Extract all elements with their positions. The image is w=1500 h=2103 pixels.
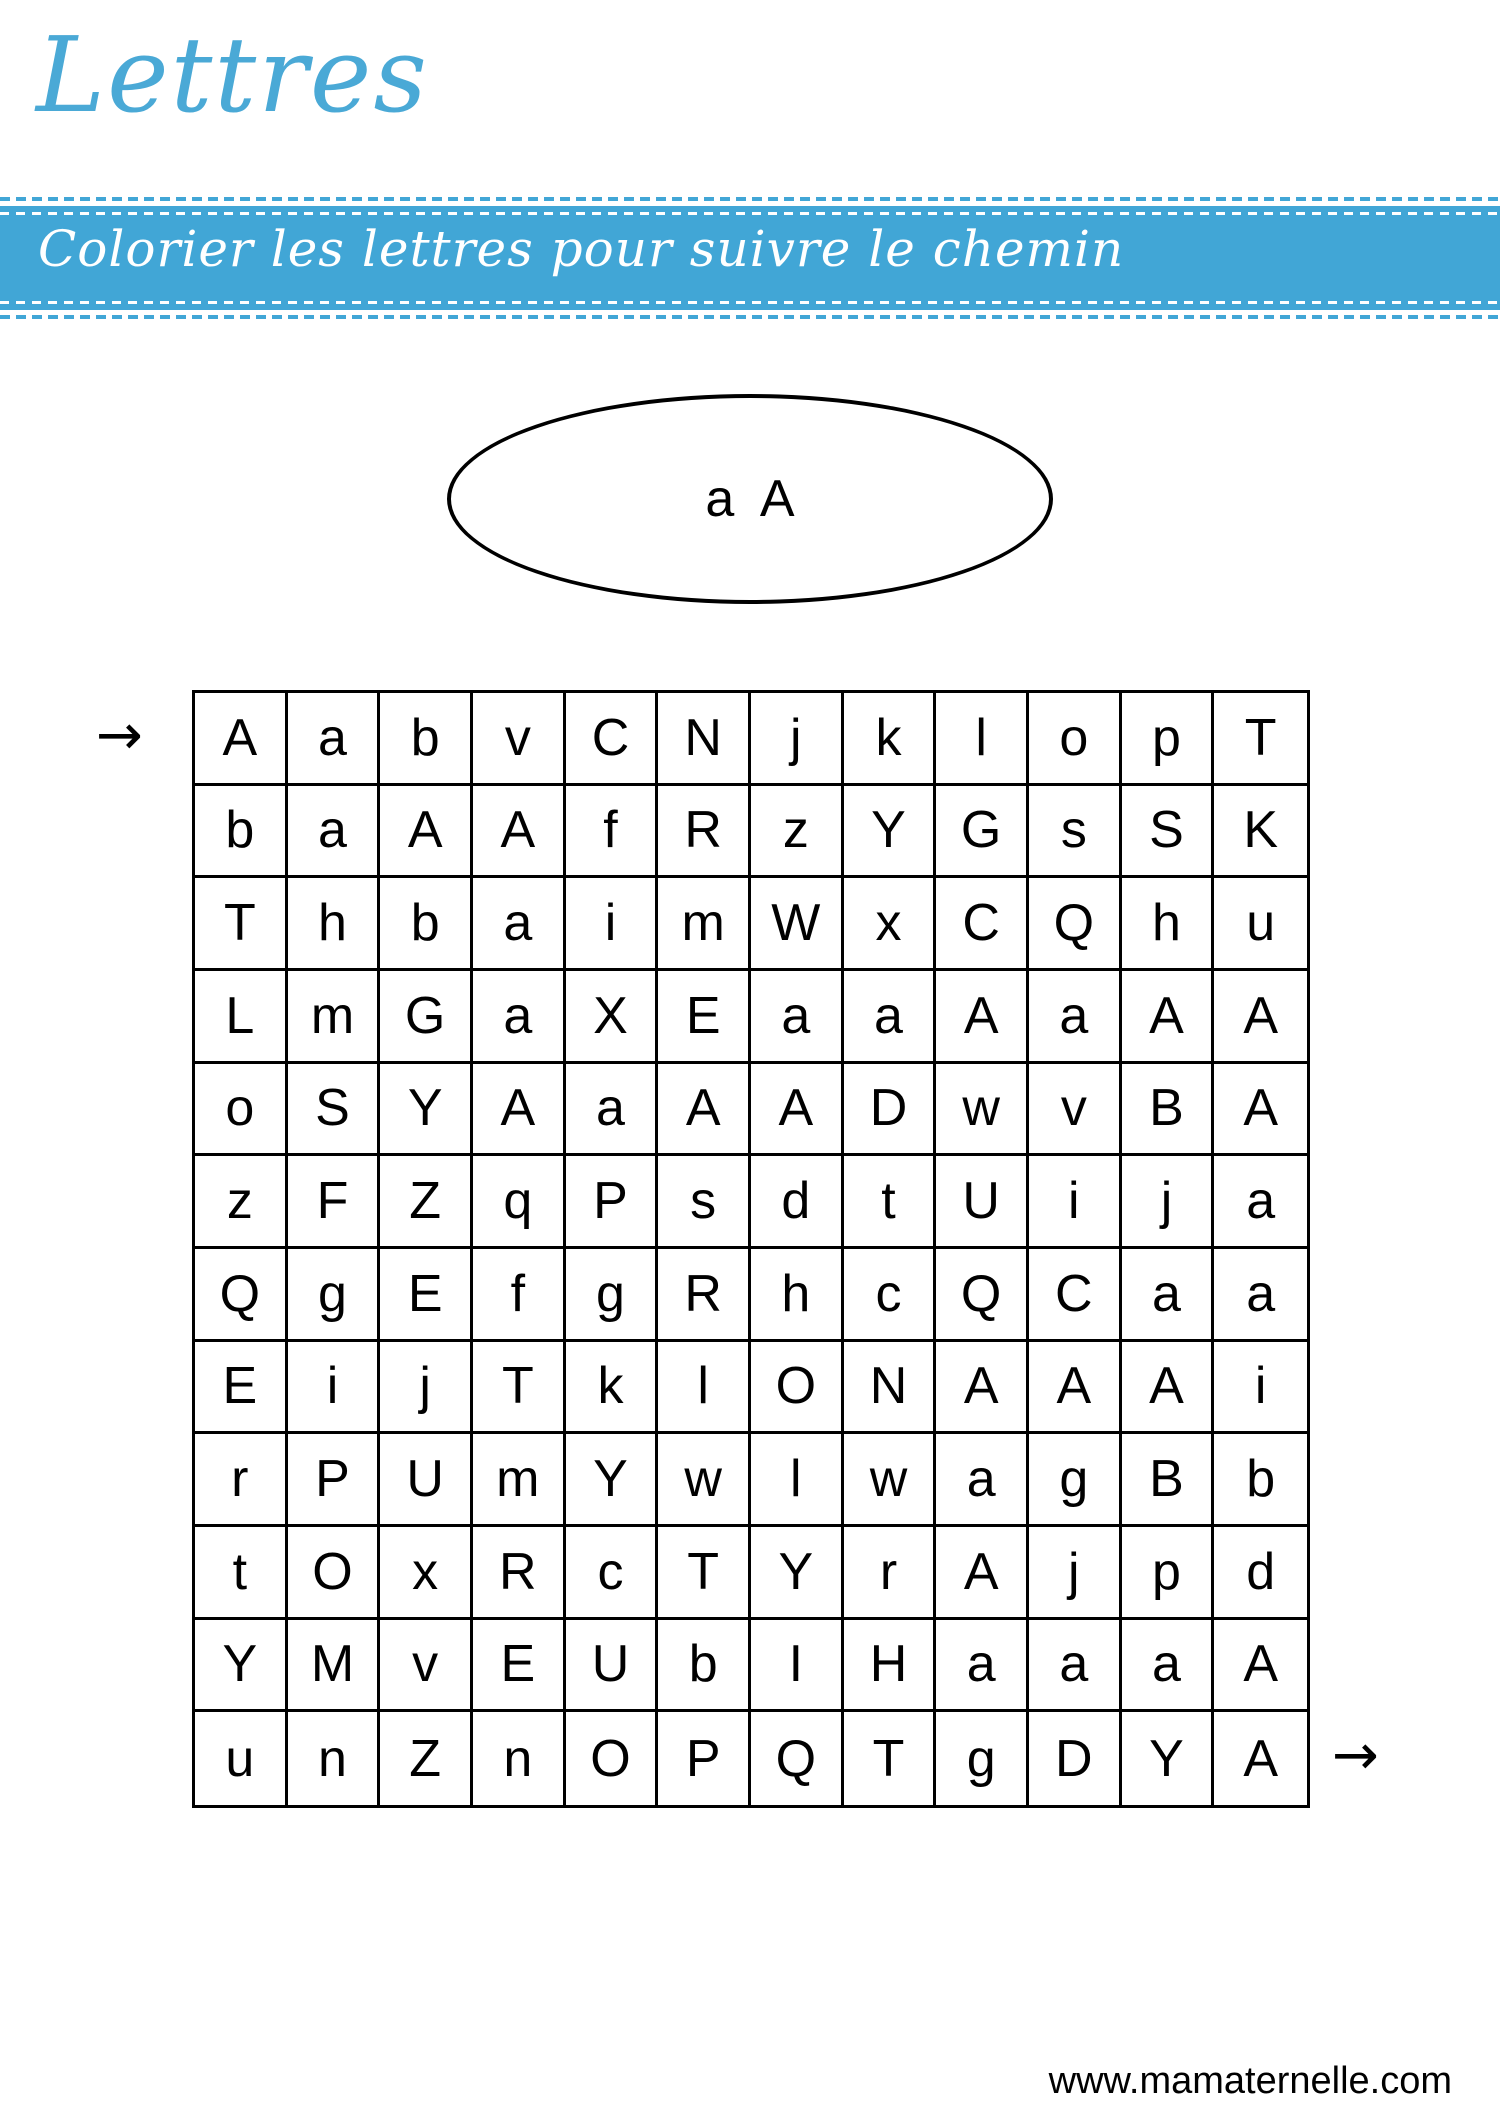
- grid-cell[interactable]: a: [844, 971, 937, 1064]
- instruction-banner: [0, 206, 1500, 310]
- grid-cell[interactable]: g: [566, 1249, 659, 1342]
- grid-cell[interactable]: u: [195, 1712, 288, 1805]
- grid-cell[interactable]: v: [1029, 1064, 1122, 1157]
- grid-cell[interactable]: A: [473, 786, 566, 879]
- grid-cell[interactable]: P: [288, 1434, 381, 1527]
- grid-cell[interactable]: S: [1122, 786, 1215, 879]
- grid-cell[interactable]: j: [380, 1342, 473, 1435]
- grid-cell[interactable]: C: [1029, 1249, 1122, 1342]
- grid-cell[interactable]: b: [380, 878, 473, 971]
- grid-cell[interactable]: v: [380, 1620, 473, 1713]
- grid-cell[interactable]: O: [288, 1527, 381, 1620]
- grid-cell[interactable]: h: [288, 878, 381, 971]
- grid-cell[interactable]: h: [1122, 878, 1215, 971]
- grid-cell[interactable]: p: [1122, 1527, 1215, 1620]
- grid-cell[interactable]: W: [751, 878, 844, 971]
- grid-cell[interactable]: T: [473, 1342, 566, 1435]
- grid-cell[interactable]: A: [1122, 1342, 1215, 1435]
- grid-cell[interactable]: d: [751, 1156, 844, 1249]
- grid-cell[interactable]: l: [936, 693, 1029, 786]
- grid-cell[interactable]: A: [1214, 1620, 1307, 1713]
- grid-cell[interactable]: U: [380, 1434, 473, 1527]
- grid-cell[interactable]: E: [473, 1620, 566, 1713]
- grid-cell[interactable]: g: [288, 1249, 381, 1342]
- grid-cell[interactable]: A: [1214, 1064, 1307, 1157]
- grid-cell[interactable]: M: [288, 1620, 381, 1713]
- grid-cell[interactable]: b: [380, 693, 473, 786]
- grid-cell[interactable]: a: [751, 971, 844, 1064]
- grid-cell[interactable]: A: [1214, 971, 1307, 1064]
- grid-cell[interactable]: b: [1214, 1434, 1307, 1527]
- grid-cell[interactable]: O: [751, 1342, 844, 1435]
- grid-cell[interactable]: A: [751, 1064, 844, 1157]
- grid-cell[interactable]: Q: [751, 1712, 844, 1805]
- grid-cell[interactable]: t: [195, 1527, 288, 1620]
- grid-cell[interactable]: c: [844, 1249, 937, 1342]
- grid-cell[interactable]: t: [844, 1156, 937, 1249]
- grid-cell[interactable]: k: [844, 693, 937, 786]
- grid-cell[interactable]: P: [658, 1712, 751, 1805]
- grid-cell[interactable]: N: [658, 693, 751, 786]
- start-arrow-icon: →: [96, 703, 143, 768]
- grid-cell[interactable]: x: [844, 878, 937, 971]
- grid-cell[interactable]: x: [380, 1527, 473, 1620]
- target-letters-oval: [447, 394, 1053, 604]
- banner-dashed-border-top: [0, 212, 1500, 215]
- grid-cell[interactable]: A: [936, 1527, 1029, 1620]
- grid-cell[interactable]: T: [195, 878, 288, 971]
- grid-cell[interactable]: a: [473, 878, 566, 971]
- grid-cell[interactable]: a: [1122, 1620, 1215, 1713]
- grid-cell[interactable]: l: [751, 1434, 844, 1527]
- grid-cell[interactable]: a: [936, 1434, 1029, 1527]
- grid-cell[interactable]: Z: [380, 1712, 473, 1805]
- grid-cell[interactable]: I: [751, 1620, 844, 1713]
- grid-cell[interactable]: U: [566, 1620, 659, 1713]
- grid-cell[interactable]: i: [288, 1342, 381, 1435]
- grid-cell[interactable]: Y: [195, 1620, 288, 1713]
- grid-cell[interactable]: Y: [751, 1527, 844, 1620]
- grid-cell[interactable]: c: [566, 1527, 659, 1620]
- page-title: Lettres: [36, 14, 429, 136]
- grid-cell[interactable]: C: [566, 693, 659, 786]
- grid-cell[interactable]: n: [473, 1712, 566, 1805]
- grid-cell[interactable]: U: [936, 1156, 1029, 1249]
- grid-cell[interactable]: B: [1122, 1064, 1215, 1157]
- grid-cell[interactable]: T: [1214, 693, 1307, 786]
- end-arrow-icon: →: [1332, 1723, 1379, 1788]
- grid-cell[interactable]: E: [380, 1249, 473, 1342]
- grid-cell[interactable]: s: [658, 1156, 751, 1249]
- grid-cell[interactable]: b: [658, 1620, 751, 1713]
- grid-cell[interactable]: D: [844, 1064, 937, 1157]
- grid-cell[interactable]: D: [1029, 1712, 1122, 1805]
- grid-cell[interactable]: Z: [380, 1156, 473, 1249]
- grid-cell[interactable]: K: [1214, 786, 1307, 879]
- grid-cell[interactable]: X: [566, 971, 659, 1064]
- grid-cell[interactable]: a: [566, 1064, 659, 1157]
- grid-cell[interactable]: R: [658, 786, 751, 879]
- grid-cell[interactable]: z: [751, 786, 844, 879]
- grid-cell[interactable]: w: [936, 1064, 1029, 1157]
- grid-cell[interactable]: L: [195, 971, 288, 1064]
- grid-cell[interactable]: f: [473, 1249, 566, 1342]
- grid-cell[interactable]: o: [1029, 693, 1122, 786]
- grid-cell[interactable]: a: [473, 971, 566, 1064]
- grid-cell[interactable]: P: [566, 1156, 659, 1249]
- grid-cell[interactable]: G: [936, 786, 1029, 879]
- grid-cell[interactable]: h: [751, 1249, 844, 1342]
- grid-cell[interactable]: Q: [1029, 878, 1122, 971]
- grid-cell[interactable]: Y: [1122, 1712, 1215, 1805]
- footer-url: www.mamaternelle.com: [1048, 2060, 1452, 2102]
- grid-cell[interactable]: O: [566, 1712, 659, 1805]
- grid-cell[interactable]: r: [195, 1434, 288, 1527]
- grid-cell[interactable]: g: [936, 1712, 1029, 1805]
- grid-cell[interactable]: A: [473, 1064, 566, 1157]
- grid-cell[interactable]: A: [195, 693, 288, 786]
- grid-cell[interactable]: j: [1122, 1156, 1215, 1249]
- grid-cell[interactable]: g: [1029, 1434, 1122, 1527]
- grid-cell[interactable]: H: [844, 1620, 937, 1713]
- grid-cell[interactable]: w: [658, 1434, 751, 1527]
- grid-cell[interactable]: Y: [566, 1434, 659, 1527]
- grid-cell[interactable]: F: [288, 1156, 381, 1249]
- grid-cell[interactable]: Q: [195, 1249, 288, 1342]
- grid-cell[interactable]: r: [844, 1527, 937, 1620]
- grid-cell[interactable]: B: [1122, 1434, 1215, 1527]
- grid-cell[interactable]: a: [1029, 971, 1122, 1064]
- grid-cell[interactable]: a: [288, 786, 381, 879]
- target-letters: a A: [705, 470, 795, 528]
- grid-cell[interactable]: j: [1029, 1527, 1122, 1620]
- grid-cell[interactable]: n: [288, 1712, 381, 1805]
- grid-cell[interactable]: j: [751, 693, 844, 786]
- grid-cell[interactable]: A: [936, 971, 1029, 1064]
- grid-cell[interactable]: i: [1029, 1156, 1122, 1249]
- grid-cell[interactable]: v: [473, 693, 566, 786]
- grid-cell[interactable]: C: [936, 878, 1029, 971]
- grid-cell[interactable]: A: [1243, 1729, 1278, 1788]
- grid-cell[interactable]: Y: [380, 1064, 473, 1157]
- grid-cell[interactable]: a: [1122, 1249, 1215, 1342]
- grid-cell[interactable]: A: [1122, 971, 1215, 1064]
- grid-cell[interactable]: z: [195, 1156, 288, 1249]
- grid-cell[interactable]: A: [380, 786, 473, 879]
- grid-cell[interactable]: R: [658, 1249, 751, 1342]
- grid-cell[interactable]: A: [936, 1342, 1029, 1435]
- grid-cell[interactable]: q: [473, 1156, 566, 1249]
- grid-cell[interactable]: A: [658, 1064, 751, 1157]
- grid-cell[interactable]: E: [195, 1342, 288, 1435]
- grid-cell[interactable]: l: [658, 1342, 751, 1435]
- grid-cell[interactable]: w: [844, 1434, 937, 1527]
- grid-cell[interactable]: u: [1214, 878, 1307, 971]
- banner-dashed-border-bottom: [0, 301, 1500, 304]
- grid-cell[interactable]: S: [288, 1064, 381, 1157]
- grid-cell[interactable]: k: [566, 1342, 659, 1435]
- grid-cell[interactable]: Q: [936, 1249, 1029, 1342]
- grid-cell[interactable]: m: [473, 1434, 566, 1527]
- grid-cell[interactable]: d: [1214, 1527, 1307, 1620]
- grid-cell[interactable]: T: [844, 1712, 937, 1805]
- grid-cell[interactable]: a: [1029, 1620, 1122, 1713]
- grid-cell[interactable]: E: [658, 971, 751, 1064]
- grid-cell[interactable]: p: [1122, 693, 1215, 786]
- grid-cell[interactable]: R: [473, 1527, 566, 1620]
- grid-cell[interactable]: Y: [844, 786, 937, 879]
- grid-cell[interactable]: T: [658, 1527, 751, 1620]
- grid-cell[interactable]: o: [195, 1064, 288, 1157]
- grid-cell[interactable]: m: [658, 878, 751, 971]
- letter-maze-grid: [192, 690, 1310, 1808]
- instruction-text: Colorier les lettres pour suivre le chemin: [38, 220, 1125, 278]
- grid-cell[interactable]: A: [1029, 1342, 1122, 1435]
- grid-cell[interactable]: s: [1029, 786, 1122, 879]
- grid-cell[interactable]: a: [1214, 1249, 1307, 1342]
- grid-cell[interactable]: i: [566, 878, 659, 971]
- grid-cell[interactable]: G: [380, 971, 473, 1064]
- grid-cell[interactable]: m: [288, 971, 381, 1064]
- grid-cell[interactable]: f: [566, 786, 659, 879]
- grid-cell[interactable]: a: [288, 693, 381, 786]
- grid-cell[interactable]: i: [1214, 1342, 1307, 1435]
- grid-cell[interactable]: a: [1214, 1156, 1307, 1249]
- grid-cell[interactable]: N: [844, 1342, 937, 1435]
- grid-cell[interactable]: b: [195, 786, 288, 879]
- grid-cell[interactable]: a: [936, 1620, 1029, 1713]
